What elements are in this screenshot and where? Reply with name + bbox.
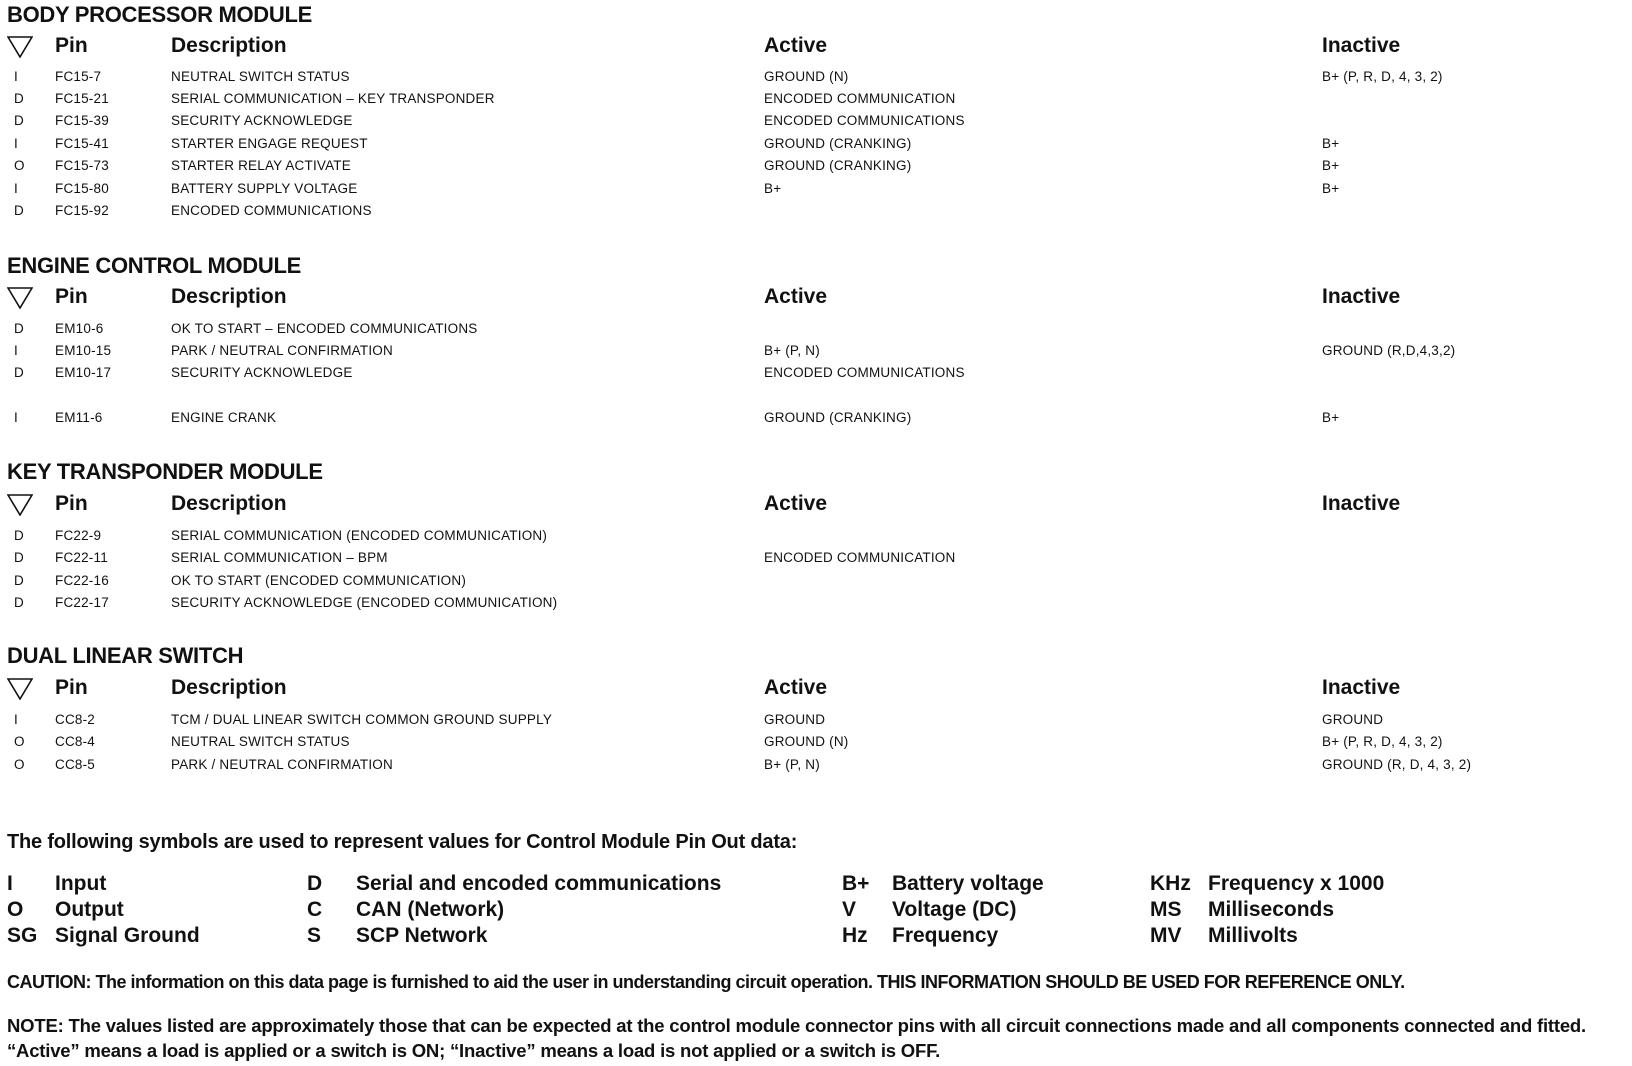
row-description: SECURITY ACKNOWLEDGE — [171, 365, 353, 380]
row-active: ENCODED COMMUNICATIONS — [764, 365, 965, 380]
header-inactive: Inactive — [1322, 492, 1401, 515]
table-row — [0, 113, 1632, 135]
row-pin: FC15-39 — [55, 113, 109, 128]
table-row — [0, 365, 1632, 387]
row-active: GROUND — [764, 712, 826, 727]
row-pin: EM11-6 — [55, 410, 103, 425]
table-row — [0, 595, 1632, 617]
legend-symbol: O — [7, 898, 24, 921]
header-pin: Pin — [55, 492, 88, 515]
row-inactive: B+ — [1322, 158, 1340, 173]
row-inactive: B+ (P, R, D, 4, 3, 2) — [1322, 69, 1443, 84]
row-pin: EM10-17 — [55, 365, 112, 380]
header-active: Active — [764, 676, 828, 699]
row-description: ENCODED COMMUNICATIONS — [171, 203, 372, 218]
table-row — [0, 734, 1632, 756]
row-inactive: GROUND — [1322, 712, 1384, 727]
legend-meaning: Input — [55, 872, 107, 895]
row-type: I — [14, 410, 18, 425]
row-inactive: GROUND (R, D, 4, 3, 2) — [1322, 757, 1472, 772]
header-description: Description — [171, 285, 287, 308]
table-row — [0, 321, 1632, 343]
row-pin: FC22-16 — [55, 573, 109, 588]
legend-meaning: Serial and encoded communications — [356, 872, 722, 895]
header-inactive: Inactive — [1322, 676, 1401, 699]
row-inactive: B+ (P, R, D, 4, 3, 2) — [1322, 734, 1443, 749]
triangle-down-icon — [7, 36, 33, 58]
row-pin: FC15-41 — [55, 136, 109, 151]
triangle-down-icon — [7, 678, 33, 700]
row-description: ENGINE CRANK — [171, 410, 277, 425]
table-row — [0, 91, 1632, 113]
row-type: D — [14, 528, 24, 543]
row-pin: CC8-2 — [55, 712, 96, 727]
legend-symbol: S — [307, 924, 322, 947]
header-description: Description — [171, 34, 287, 57]
row-description: TCM / DUAL LINEAR SWITCH COMMON GROUND SUPPLY — [171, 712, 553, 727]
legend-meaning: Output — [55, 898, 124, 921]
row-inactive: B+ — [1322, 410, 1340, 425]
legend-meaning: CAN (Network) — [356, 898, 505, 921]
row-description: SERIAL COMMUNICATION (ENCODED COMMUNICATION) — [171, 528, 548, 543]
header-pin: Pin — [55, 285, 88, 308]
row-active: GROUND (CRANKING) — [764, 158, 912, 173]
legend-symbol: KHz — [1150, 872, 1191, 895]
row-pin: EM10-15 — [55, 343, 112, 358]
row-description: SECURITY ACKNOWLEDGE — [171, 113, 353, 128]
header-inactive: Inactive — [1322, 285, 1401, 308]
table-row — [0, 158, 1632, 180]
row-type: D — [14, 113, 24, 128]
legend-meaning: Frequency x 1000 — [1208, 872, 1385, 895]
legend-symbol: Hz — [842, 924, 868, 947]
legend-intro: The following symbols are used to represent values for Control Module Pin Out data: — [7, 831, 798, 853]
header-active: Active — [764, 285, 828, 308]
row-active: GROUND (N) — [764, 734, 849, 749]
row-pin: FC15-92 — [55, 203, 109, 218]
row-pin: FC15-21 — [55, 91, 109, 106]
row-active: ENCODED COMMUNICATION — [764, 91, 956, 106]
row-type: D — [14, 595, 24, 610]
row-active: B+ — [764, 181, 782, 196]
section-title: BODY PROCESSOR MODULE — [7, 2, 312, 27]
row-active: B+ (P, N) — [764, 757, 820, 772]
table-header — [0, 34, 1632, 64]
table-row — [0, 69, 1632, 91]
table-row — [0, 712, 1632, 734]
row-type: O — [14, 757, 25, 772]
row-type: D — [14, 365, 24, 380]
row-pin: FC15-73 — [55, 158, 109, 173]
row-pin: CC8-5 — [55, 757, 96, 772]
row-type: O — [14, 734, 25, 749]
table-row — [0, 410, 1632, 432]
table-row — [0, 181, 1632, 203]
header-description: Description — [171, 492, 287, 515]
header-active: Active — [764, 492, 828, 515]
section-title: DUAL LINEAR SWITCH — [7, 643, 244, 668]
row-active: ENCODED COMMUNICATION — [764, 550, 956, 565]
row-description: PARK / NEUTRAL CONFIRMATION — [171, 343, 393, 358]
legend-meaning: Milliseconds — [1208, 898, 1335, 921]
row-pin: FC22-11 — [55, 550, 108, 565]
legend-symbol: V — [842, 898, 857, 921]
header-pin: Pin — [55, 676, 88, 699]
legend-meaning: SCP Network — [356, 924, 488, 947]
header-description: Description — [171, 676, 287, 699]
legend-meaning: Voltage (DC) — [892, 898, 1017, 921]
table-row — [0, 136, 1632, 158]
row-type: D — [14, 573, 24, 588]
table-row — [0, 550, 1632, 572]
legend-symbol: MV — [1150, 924, 1182, 947]
table-row — [0, 528, 1632, 550]
row-type: I — [14, 136, 18, 151]
row-type: D — [14, 203, 24, 218]
row-inactive: GROUND (R,D,4,3,2) — [1322, 343, 1456, 358]
row-type: D — [14, 91, 24, 106]
row-pin: FC22-9 — [55, 528, 102, 543]
legend-symbol: C — [307, 898, 323, 921]
legend-meaning: Battery voltage — [892, 872, 1044, 895]
table-row — [0, 343, 1632, 365]
legend-symbol: B+ — [842, 872, 870, 895]
legend-symbol: D — [307, 872, 323, 895]
row-inactive: B+ — [1322, 136, 1340, 151]
triangle-down-icon — [7, 287, 33, 309]
row-type: D — [14, 321, 24, 336]
row-description: STARTER RELAY ACTIVATE — [171, 158, 351, 173]
row-type: I — [14, 69, 18, 84]
row-active: ENCODED COMMUNICATIONS — [764, 113, 965, 128]
table-row — [0, 573, 1632, 595]
note-text: NOTE: The values listed are approximately those that can be expected at the control module connector pins with all circuit connections made and all components connected and fitted. “Active” means a load is applied or a switch is ON; “Inactive” means a load is not applied or a switch is OFF. — [7, 1015, 1586, 1061]
row-pin: CC8-4 — [55, 734, 96, 749]
row-description: OK TO START (ENCODED COMMUNICATION) — [171, 573, 467, 588]
row-description: SERIAL COMMUNICATION – KEY TRANSPONDER — [171, 91, 495, 106]
header-pin: Pin — [55, 34, 88, 57]
table-row — [0, 757, 1632, 779]
row-pin: FC15-80 — [55, 181, 109, 196]
row-description: OK TO START – ENCODED COMMUNICATIONS — [171, 321, 478, 336]
table-header — [0, 676, 1632, 706]
header-inactive: Inactive — [1322, 34, 1401, 57]
triangle-down-icon — [7, 494, 33, 516]
legend-symbol: MS — [1150, 898, 1182, 921]
legend-symbol: I — [7, 872, 13, 895]
row-inactive: B+ — [1322, 181, 1340, 196]
row-description: SERIAL COMMUNICATION – BPM — [171, 550, 388, 565]
row-type: I — [14, 712, 18, 727]
row-active: GROUND (CRANKING) — [764, 136, 912, 151]
row-type: D — [14, 550, 24, 565]
legend-symbol: SG — [7, 924, 38, 947]
legend-meaning: Signal Ground — [55, 924, 200, 947]
row-description: NEUTRAL SWITCH STATUS — [171, 69, 350, 84]
row-active: GROUND (N) — [764, 69, 849, 84]
section-title: KEY TRANSPONDER MODULE — [7, 459, 323, 484]
row-type: I — [14, 181, 18, 196]
row-description: STARTER ENGAGE REQUEST — [171, 136, 368, 151]
caution-text: CAUTION: The information on this data page is furnished to aid the user in understanding circuit operation. THIS INFORMATION SHOULD BE USED FOR REFERENCE ONLY. — [7, 972, 1405, 992]
legend-meaning: Millivolts — [1208, 924, 1298, 947]
row-pin: FC15-7 — [55, 69, 102, 84]
row-description: SECURITY ACKNOWLEDGE (ENCODED COMMUNICATION) — [171, 595, 558, 610]
table-header — [0, 285, 1632, 315]
row-description: BATTERY SUPPLY VOLTAGE — [171, 181, 358, 196]
row-description: PARK / NEUTRAL CONFIRMATION — [171, 757, 393, 772]
table-row — [0, 203, 1632, 225]
row-type: I — [14, 343, 18, 358]
legend-meaning: Frequency — [892, 924, 999, 947]
section-title: ENGINE CONTROL MODULE — [7, 253, 301, 278]
row-active: B+ (P, N) — [764, 343, 820, 358]
row-type: O — [14, 158, 25, 173]
row-active: GROUND (CRANKING) — [764, 410, 912, 425]
table-header — [0, 492, 1632, 522]
header-active: Active — [764, 34, 828, 57]
row-description: NEUTRAL SWITCH STATUS — [171, 734, 350, 749]
row-pin: FC22-17 — [55, 595, 109, 610]
row-pin: EM10-6 — [55, 321, 104, 336]
